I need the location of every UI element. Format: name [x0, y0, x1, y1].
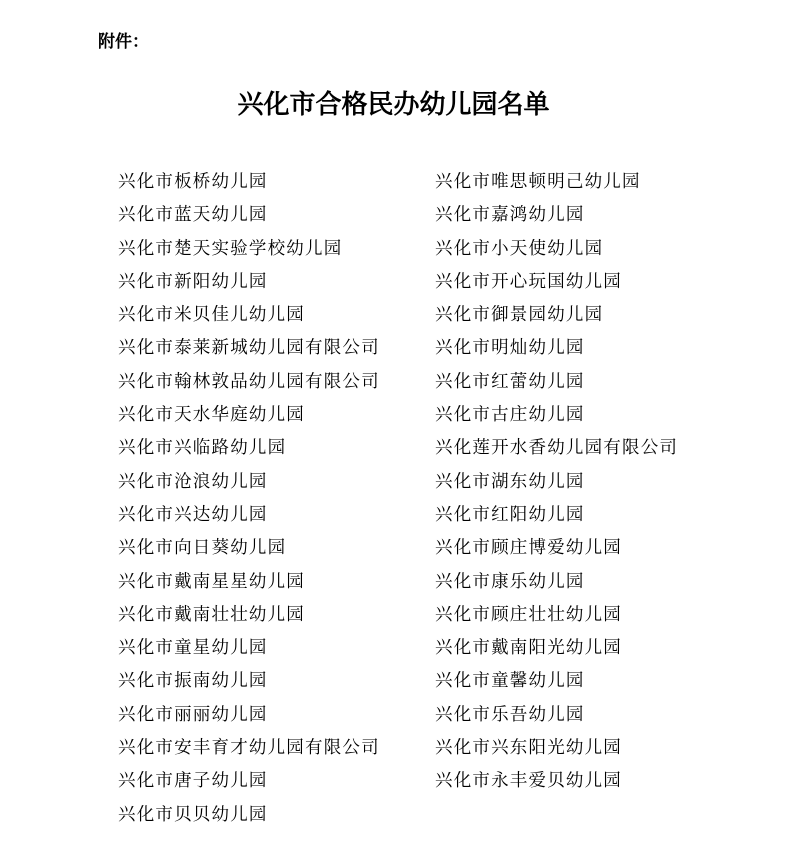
- kindergarten-name: 兴化市戴南阳光幼儿园: [435, 638, 622, 659]
- kindergarten-name: 兴化市安丰育才幼儿园有限公司: [118, 738, 380, 759]
- kindergarten-name: 兴化市戴南星星幼儿园: [118, 571, 305, 592]
- kindergarten-name: 兴化市明灿幼儿园: [435, 338, 585, 359]
- kindergarten-name: 兴化市丽丽幼儿园: [118, 704, 268, 725]
- kindergarten-name: 兴化市乐吾幼儿园: [435, 704, 585, 725]
- kindergarten-name: 兴化市振南幼儿园: [118, 671, 268, 692]
- kindergarten-list-right: [435, 169, 678, 802]
- kindergarten-name: 兴化市御景园幼儿园: [435, 305, 604, 326]
- document-title: 兴化市合格民办幼儿园名单: [237, 90, 550, 120]
- kindergarten-name: 兴化市兴临路幼儿园: [118, 438, 287, 459]
- kindergarten-name: 兴化市古庄幼儿园: [435, 405, 585, 426]
- attachment-label: 附件：: [98, 32, 149, 52]
- kindergarten-name: 兴化市向日葵幼儿园: [118, 538, 287, 559]
- kindergarten-name: 兴化莲开水香幼儿园有限公司: [435, 438, 679, 459]
- kindergarten-name: 兴化市翰林敦品幼儿园有限公司: [118, 371, 380, 392]
- kindergarten-name: 兴化市唐子幼儿园: [118, 771, 268, 792]
- kindergarten-name: 兴化市小天使幼儿园: [435, 238, 604, 259]
- kindergarten-name: 兴化市泰莱新城幼儿园有限公司: [118, 338, 380, 359]
- kindergarten-name: 兴化市童星幼儿园: [118, 638, 268, 659]
- kindergarten-name: 兴化市康乐幼儿园: [435, 571, 585, 592]
- kindergarten-name: 兴化市新阳幼儿园: [118, 271, 268, 292]
- kindergarten-name: 兴化市红蕾幼儿园: [435, 371, 585, 392]
- kindergarten-name: 兴化市天水华庭幼儿园: [118, 405, 305, 426]
- kindergarten-name: 兴化市米贝佳儿幼儿园: [118, 305, 305, 326]
- kindergarten-name: 兴化市兴东阳光幼儿园: [435, 738, 622, 759]
- kindergarten-list-left: [118, 169, 380, 835]
- kindergarten-name: 兴化市贝贝幼儿园: [118, 804, 268, 825]
- kindergarten-name: 兴化市沧浪幼儿园: [118, 471, 268, 492]
- kindergarten-name: 兴化市戴南壮壮幼儿园: [118, 604, 305, 625]
- kindergarten-name: 兴化市红阳幼儿园: [435, 504, 585, 525]
- kindergarten-name: 兴化市湖东幼儿园: [435, 471, 585, 492]
- kindergarten-name: 兴化市板桥幼儿园: [118, 172, 268, 192]
- kindergarten-name: 兴化市唯思顿明己幼儿园: [435, 172, 641, 192]
- kindergarten-name: 兴化市永丰爱贝幼儿园: [435, 771, 622, 792]
- kindergarten-name: 兴化市顾庄壮壮幼儿园: [435, 604, 622, 625]
- kindergarten-name: 兴化市顾庄博爱幼儿园: [435, 538, 622, 559]
- kindergarten-name: 兴化市蓝天幼儿园: [118, 205, 268, 226]
- kindergarten-name: 兴化市童馨幼儿园: [435, 671, 585, 692]
- kindergarten-name: 兴化市开心玩国幼儿园: [435, 271, 622, 292]
- kindergarten-name: 兴化市楚天实验学校幼儿园: [118, 238, 343, 259]
- kindergarten-name: 兴化市嘉鸿幼儿园: [435, 205, 585, 226]
- kindergarten-name: 兴化市兴达幼儿园: [118, 504, 268, 525]
